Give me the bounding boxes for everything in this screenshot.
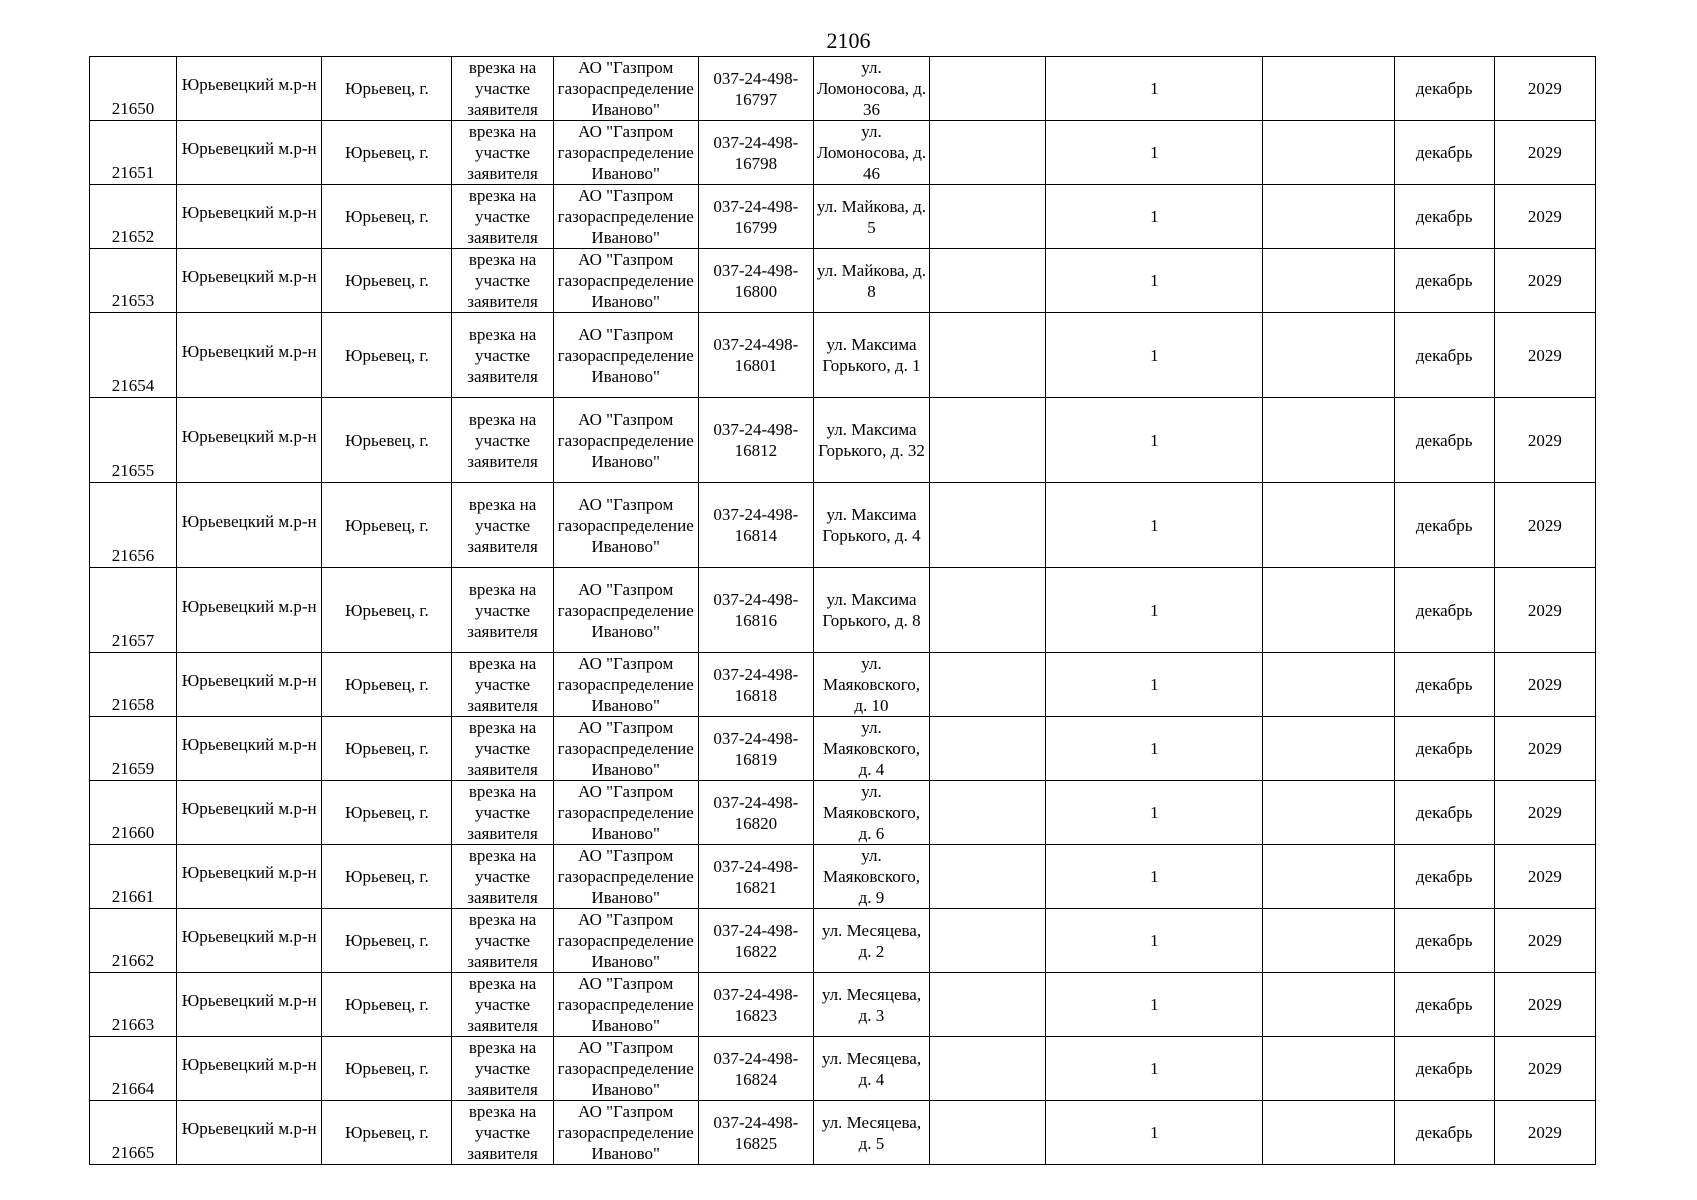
empty-cell: [1263, 909, 1394, 973]
year-cell: 2029: [1494, 1037, 1595, 1101]
district-cell-text: Юрьевецкий м.р-н: [181, 596, 317, 616]
empty-cell: [1263, 653, 1394, 717]
district-cell: [177, 313, 322, 398]
organization-cell: АО "Газпром газораспределение Иваново": [553, 313, 698, 398]
count-cell: 1: [1046, 121, 1263, 185]
table-row: [90, 845, 1596, 909]
address-cell: ул. Маяковского, д. 6: [813, 781, 929, 845]
object-code-cell: 037-24-498-16818: [698, 653, 813, 717]
connection-type-cell: врезка на участке заявителя: [452, 398, 553, 483]
year-cell: 2029: [1494, 121, 1595, 185]
year-cell: 2029: [1494, 653, 1595, 717]
city-cell: Юрьевец, г.: [322, 1101, 452, 1165]
table-row: [90, 1037, 1596, 1101]
city-cell: Юрьевец, г.: [322, 398, 452, 483]
empty-cell: [1263, 717, 1394, 781]
table-row: [90, 781, 1596, 845]
empty-cell: [930, 717, 1046, 781]
connection-type-cell: врезка на участке заявителя: [452, 973, 553, 1037]
address-cell: ул. Месяцева, д. 2: [813, 909, 929, 973]
empty-cell: [1263, 313, 1394, 398]
address-cell: ул. Максима Горького, д. 8: [813, 568, 929, 653]
connection-type-cell: врезка на участке заявителя: [452, 313, 553, 398]
city-cell: Юрьевец, г.: [322, 568, 452, 653]
district-cell-text: Юрьевецкий м.р-н: [181, 203, 317, 222]
address-cell: ул. Ломоносова, д. 46: [813, 121, 929, 185]
empty-cell: [930, 973, 1046, 1037]
address-cell: ул. Майкова, д. 8: [813, 249, 929, 313]
city-cell: Юрьевец, г.: [322, 973, 452, 1037]
year-cell: 2029: [1494, 1101, 1595, 1165]
row-number-cell: 21665: [90, 1101, 177, 1165]
year-cell: 2029: [1494, 909, 1595, 973]
count-cell: 1: [1046, 781, 1263, 845]
district-cell: [177, 121, 322, 185]
year-cell: 2029: [1494, 185, 1595, 249]
empty-cell: [930, 185, 1046, 249]
count-cell: 1: [1046, 717, 1263, 781]
district-cell-text: Юрьевецкий м.р-н: [181, 671, 317, 690]
row-number-cell: 21664: [90, 1037, 177, 1101]
month-cell: декабрь: [1394, 1101, 1494, 1165]
table-row: [90, 249, 1596, 313]
address-cell: ул. Максима Горького, д. 1: [813, 313, 929, 398]
row-number-cell: 21663: [90, 973, 177, 1037]
row-number-cell: 21654: [90, 313, 177, 398]
district-cell-text: Юрьевецкий м.р-н: [181, 426, 317, 446]
table-row: [90, 483, 1596, 568]
district-cell-text: Юрьевецкий м.р-н: [181, 1055, 317, 1074]
district-cell: [177, 717, 322, 781]
connection-type-cell: врезка на участке заявителя: [452, 185, 553, 249]
connection-type-cell: врезка на участке заявителя: [452, 121, 553, 185]
empty-cell: [930, 313, 1046, 398]
district-cell-text: Юрьевецкий м.р-н: [181, 511, 317, 531]
city-cell: Юрьевец, г.: [322, 313, 452, 398]
month-cell: декабрь: [1394, 249, 1494, 313]
district-cell: [177, 398, 322, 483]
district-cell: [177, 1037, 322, 1101]
row-number-cell: 21656: [90, 483, 177, 568]
organization-cell: АО "Газпром газораспределение Иваново": [553, 1101, 698, 1165]
district-cell-text: Юрьевецкий м.р-н: [181, 139, 317, 158]
table-row: [90, 57, 1596, 121]
year-cell: 2029: [1494, 568, 1595, 653]
object-code-cell: 037-24-498-16823: [698, 973, 813, 1037]
empty-cell: [1263, 1037, 1394, 1101]
object-code-cell: 037-24-498-16819: [698, 717, 813, 781]
object-code-cell: 037-24-498-16798: [698, 121, 813, 185]
district-cell: [177, 845, 322, 909]
city-cell: Юрьевец, г.: [322, 57, 452, 121]
month-cell: декабрь: [1394, 1037, 1494, 1101]
empty-cell: [930, 398, 1046, 483]
row-number-cell: 21661: [90, 845, 177, 909]
district-cell-text: Юрьевецкий м.р-н: [181, 1119, 317, 1138]
district-cell: [177, 781, 322, 845]
address-cell: ул. Маяковского, д. 9: [813, 845, 929, 909]
count-cell: 1: [1046, 1037, 1263, 1101]
empty-cell: [930, 483, 1046, 568]
connection-type-cell: врезка на участке заявителя: [452, 909, 553, 973]
table-row: [90, 973, 1596, 1037]
count-cell: 1: [1046, 185, 1263, 249]
district-cell: [177, 483, 322, 568]
month-cell: декабрь: [1394, 313, 1494, 398]
address-cell: ул. Максима Горького, д. 4: [813, 483, 929, 568]
row-number-cell: 21657: [90, 568, 177, 653]
row-number-cell: 21660: [90, 781, 177, 845]
organization-cell: АО "Газпром газораспределение Иваново": [553, 717, 698, 781]
address-cell: ул. Месяцева, д. 4: [813, 1037, 929, 1101]
empty-cell: [1263, 185, 1394, 249]
month-cell: декабрь: [1394, 483, 1494, 568]
organization-cell: АО "Газпром газораспределение Иваново": [553, 483, 698, 568]
year-cell: 2029: [1494, 313, 1595, 398]
address-cell: ул. Майкова, д. 5: [813, 185, 929, 249]
district-cell: [177, 909, 322, 973]
empty-cell: [930, 1101, 1046, 1165]
month-cell: декабрь: [1394, 185, 1494, 249]
month-cell: декабрь: [1394, 909, 1494, 973]
month-cell: декабрь: [1394, 398, 1494, 483]
empty-cell: [930, 1037, 1046, 1101]
connection-type-cell: врезка на участке заявителя: [452, 568, 553, 653]
empty-cell: [1263, 973, 1394, 1037]
connection-type-cell: врезка на участке заявителя: [452, 717, 553, 781]
city-cell: Юрьевец, г.: [322, 121, 452, 185]
organization-cell: АО "Газпром газораспределение Иваново": [553, 568, 698, 653]
table-row: [90, 653, 1596, 717]
empty-cell: [930, 121, 1046, 185]
organization-cell: АО "Газпром газораспределение Иваново": [553, 121, 698, 185]
count-cell: 1: [1046, 398, 1263, 483]
connection-type-cell: врезка на участке заявителя: [452, 483, 553, 568]
year-cell: 2029: [1494, 483, 1595, 568]
row-number-cell: 21650: [90, 57, 177, 121]
count-cell: 1: [1046, 313, 1263, 398]
city-cell: Юрьевец, г.: [322, 1037, 452, 1101]
organization-cell: АО "Газпром газораспределение Иваново": [553, 845, 698, 909]
connection-type-cell: врезка на участке заявителя: [452, 1037, 553, 1101]
empty-cell: [1263, 398, 1394, 483]
district-cell-text: Юрьевецкий м.р-н: [181, 863, 317, 882]
empty-cell: [1263, 249, 1394, 313]
object-code-cell: 037-24-498-16814: [698, 483, 813, 568]
city-cell: Юрьевец, г.: [322, 717, 452, 781]
city-cell: Юрьевец, г.: [322, 249, 452, 313]
organization-cell: АО "Газпром газораспределение Иваново": [553, 1037, 698, 1101]
row-number-cell: 21653: [90, 249, 177, 313]
district-cell-text: Юрьевецкий м.р-н: [181, 341, 317, 361]
count-cell: 1: [1046, 249, 1263, 313]
empty-cell: [930, 653, 1046, 717]
organization-cell: АО "Газпром газораспределение Иваново": [553, 781, 698, 845]
table-row: [90, 313, 1596, 398]
city-cell: Юрьевец, г.: [322, 185, 452, 249]
district-cell: [177, 568, 322, 653]
count-cell: 1: [1046, 483, 1263, 568]
organization-cell: АО "Газпром газораспределение Иваново": [553, 57, 698, 121]
district-cell: [177, 653, 322, 717]
connection-type-cell: врезка на участке заявителя: [452, 653, 553, 717]
city-cell: Юрьевец, г.: [322, 909, 452, 973]
empty-cell: [1263, 845, 1394, 909]
year-cell: 2029: [1494, 781, 1595, 845]
address-cell: ул. Месяцева, д. 3: [813, 973, 929, 1037]
page-number: 2106: [826, 28, 871, 53]
table-row: [90, 568, 1596, 653]
table-row: [90, 1101, 1596, 1165]
empty-cell: [1263, 483, 1394, 568]
empty-cell: [1263, 568, 1394, 653]
district-cell: [177, 1101, 322, 1165]
table-row: [90, 909, 1596, 973]
month-cell: декабрь: [1394, 781, 1494, 845]
organization-cell: АО "Газпром газораспределение Иваново": [553, 249, 698, 313]
empty-cell: [930, 568, 1046, 653]
month-cell: декабрь: [1394, 653, 1494, 717]
year-cell: 2029: [1494, 398, 1595, 483]
district-cell-text: Юрьевецкий м.р-н: [181, 799, 317, 818]
city-cell: Юрьевец, г.: [322, 653, 452, 717]
row-number-cell: 21651: [90, 121, 177, 185]
district-cell-text: Юрьевецкий м.р-н: [181, 927, 317, 946]
district-cell: [177, 185, 322, 249]
row-number-cell: 21659: [90, 717, 177, 781]
address-cell: ул. Максима Горького, д. 32: [813, 398, 929, 483]
row-number-cell: 21658: [90, 653, 177, 717]
connection-type-cell: врезка на участке заявителя: [452, 845, 553, 909]
object-code-cell: 037-24-498-16801: [698, 313, 813, 398]
year-cell: 2029: [1494, 249, 1595, 313]
object-code-cell: 037-24-498-16812: [698, 398, 813, 483]
organization-cell: АО "Газпром газораспределение Иваново": [553, 653, 698, 717]
count-cell: 1: [1046, 973, 1263, 1037]
district-cell: [177, 973, 322, 1037]
organization-cell: АО "Газпром газораспределение Иваново": [553, 973, 698, 1037]
address-cell: ул. Маяковского, д. 4: [813, 717, 929, 781]
district-cell-text: Юрьевецкий м.р-н: [181, 267, 317, 286]
district-cell-text: Юрьевецкий м.р-н: [181, 75, 317, 94]
district-cell-text: Юрьевецкий м.р-н: [181, 735, 317, 754]
city-cell: Юрьевец, г.: [322, 781, 452, 845]
empty-cell: [1263, 57, 1394, 121]
object-code-cell: 037-24-498-16825: [698, 1101, 813, 1165]
city-cell: Юрьевец, г.: [322, 483, 452, 568]
row-number-cell: 21662: [90, 909, 177, 973]
month-cell: декабрь: [1394, 57, 1494, 121]
object-code-cell: 037-24-498-16824: [698, 1037, 813, 1101]
address-cell: ул. Месяцева, д. 5: [813, 1101, 929, 1165]
row-number-cell: 21652: [90, 185, 177, 249]
table-row: [90, 185, 1596, 249]
table-row: [90, 717, 1596, 781]
empty-cell: [1263, 121, 1394, 185]
object-code-cell: 037-24-498-16822: [698, 909, 813, 973]
empty-cell: [930, 781, 1046, 845]
empty-cell: [930, 845, 1046, 909]
month-cell: декабрь: [1394, 717, 1494, 781]
table-row: [90, 398, 1596, 483]
table-row: [90, 121, 1596, 185]
object-code-cell: 037-24-498-16799: [698, 185, 813, 249]
connection-type-cell: врезка на участке заявителя: [452, 249, 553, 313]
month-cell: декабрь: [1394, 973, 1494, 1037]
year-cell: 2029: [1494, 717, 1595, 781]
count-cell: 1: [1046, 845, 1263, 909]
month-cell: декабрь: [1394, 121, 1494, 185]
month-cell: декабрь: [1394, 845, 1494, 909]
address-cell: ул. Ломоносова, д. 36: [813, 57, 929, 121]
table-body: [90, 57, 1596, 1165]
address-cell: ул. Маяковского, д. 10: [813, 653, 929, 717]
empty-cell: [930, 909, 1046, 973]
object-code-cell: 037-24-498-16821: [698, 845, 813, 909]
row-number-cell: 21655: [90, 398, 177, 483]
district-cell: [177, 57, 322, 121]
count-cell: 1: [1046, 57, 1263, 121]
city-cell: Юрьевец, г.: [322, 845, 452, 909]
empty-cell: [1263, 1101, 1394, 1165]
month-cell: декабрь: [1394, 568, 1494, 653]
empty-cell: [930, 249, 1046, 313]
district-cell: [177, 249, 322, 313]
count-cell: 1: [1046, 568, 1263, 653]
year-cell: 2029: [1494, 845, 1595, 909]
connection-type-cell: врезка на участке заявителя: [452, 57, 553, 121]
year-cell: 2029: [1494, 973, 1595, 1037]
district-cell-text: Юрьевецкий м.р-н: [181, 991, 317, 1010]
empty-cell: [1263, 781, 1394, 845]
organization-cell: АО "Газпром газораспределение Иваново": [553, 909, 698, 973]
object-code-cell: 037-24-498-16820: [698, 781, 813, 845]
organization-cell: АО "Газпром газораспределение Иваново": [553, 398, 698, 483]
object-code-cell: 037-24-498-16816: [698, 568, 813, 653]
count-cell: 1: [1046, 653, 1263, 717]
object-code-cell: 037-24-498-16797: [698, 57, 813, 121]
connection-type-cell: врезка на участке заявителя: [452, 781, 553, 845]
connection-type-cell: врезка на участке заявителя: [452, 1101, 553, 1165]
object-code-cell: 037-24-498-16800: [698, 249, 813, 313]
registry-table: [89, 56, 1596, 1165]
organization-cell: АО "Газпром газораспределение Иваново": [553, 185, 698, 249]
count-cell: 1: [1046, 909, 1263, 973]
empty-cell: [930, 57, 1046, 121]
count-cell: 1: [1046, 1101, 1263, 1165]
year-cell: 2029: [1494, 57, 1595, 121]
